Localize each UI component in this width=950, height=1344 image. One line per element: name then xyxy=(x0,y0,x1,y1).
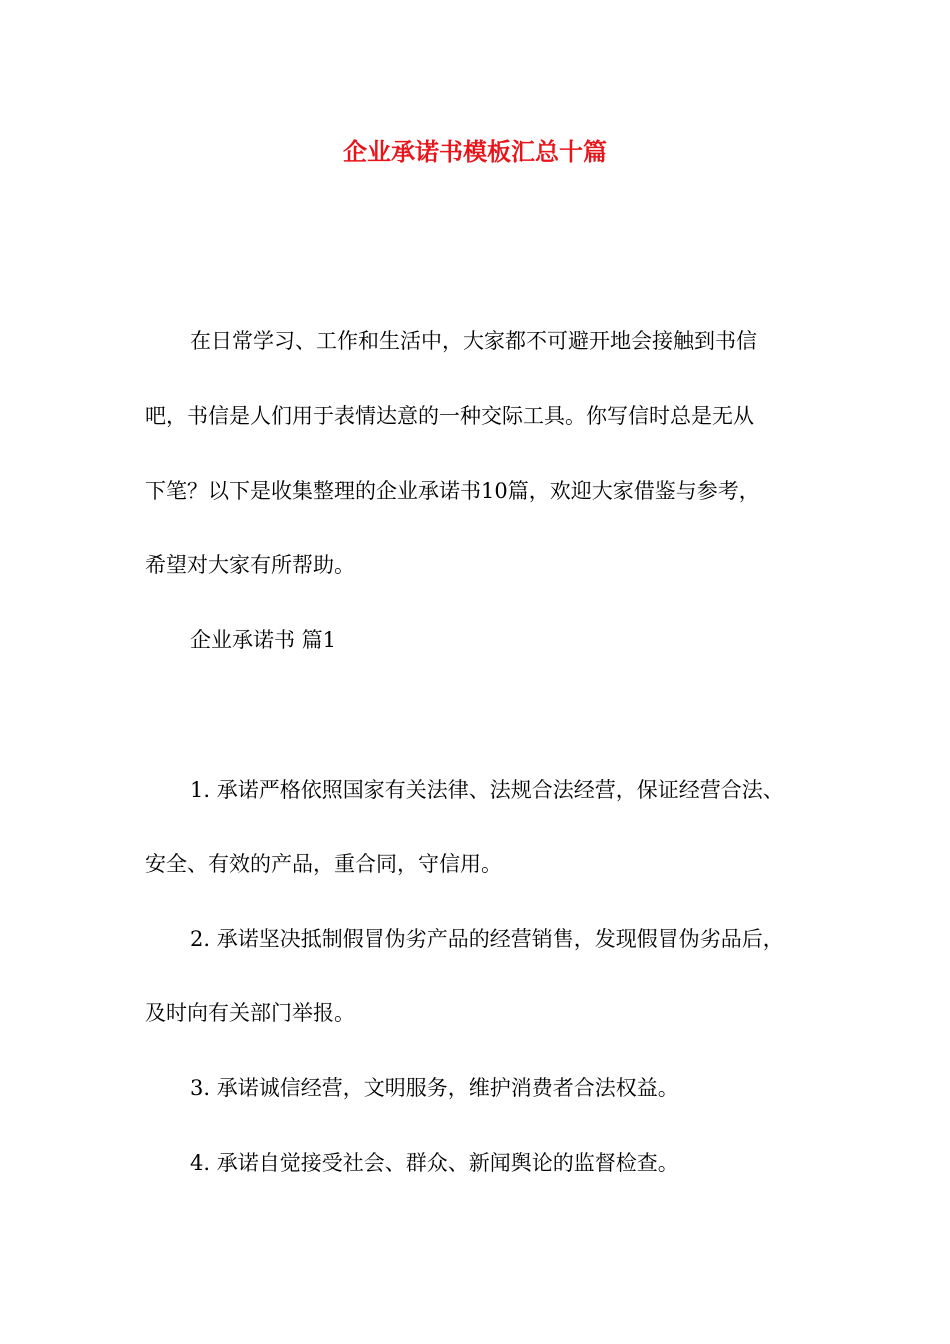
section-heading: 企业承诺书 篇1 xyxy=(190,628,337,652)
intro-line-2: 吧，书信是人们用于表情达意的一种交际工具。你写信时总是无从 xyxy=(145,404,754,428)
document-title: 企业承诺书模板汇总十篇 xyxy=(343,137,607,166)
list-item-3: 3. 承诺诚信经营，文明服务，维护消费者合法权益。 xyxy=(190,1076,679,1100)
list-item-2-line-1: 2. 承诺坚决抵制假冒伪劣产品的经营销售，发现假冒伪劣品后， xyxy=(190,927,784,951)
list-item-1-line-1: 1. 承诺严格依照国家有关法律、法规合法经营，保证经营合法、 xyxy=(190,778,784,802)
list-item-4: 4. 承诺自觉接受社会、群众、新闻舆论的监督检查。 xyxy=(190,1151,679,1175)
list-item-1-line-2: 安全、有效的产品，重合同，守信用。 xyxy=(145,852,502,876)
intro-line-3: 下笔？以下是收集整理的企业承诺书10篇，欢迎大家借鉴与参考， xyxy=(145,479,760,503)
intro-line-1: 在日常学习、工作和生活中，大家都不可避开地会接触到书信 xyxy=(190,329,757,353)
list-item-2-line-2: 及时向有关部门举报。 xyxy=(145,1001,355,1025)
intro-line-4: 希望对大家有所帮助。 xyxy=(145,553,355,577)
